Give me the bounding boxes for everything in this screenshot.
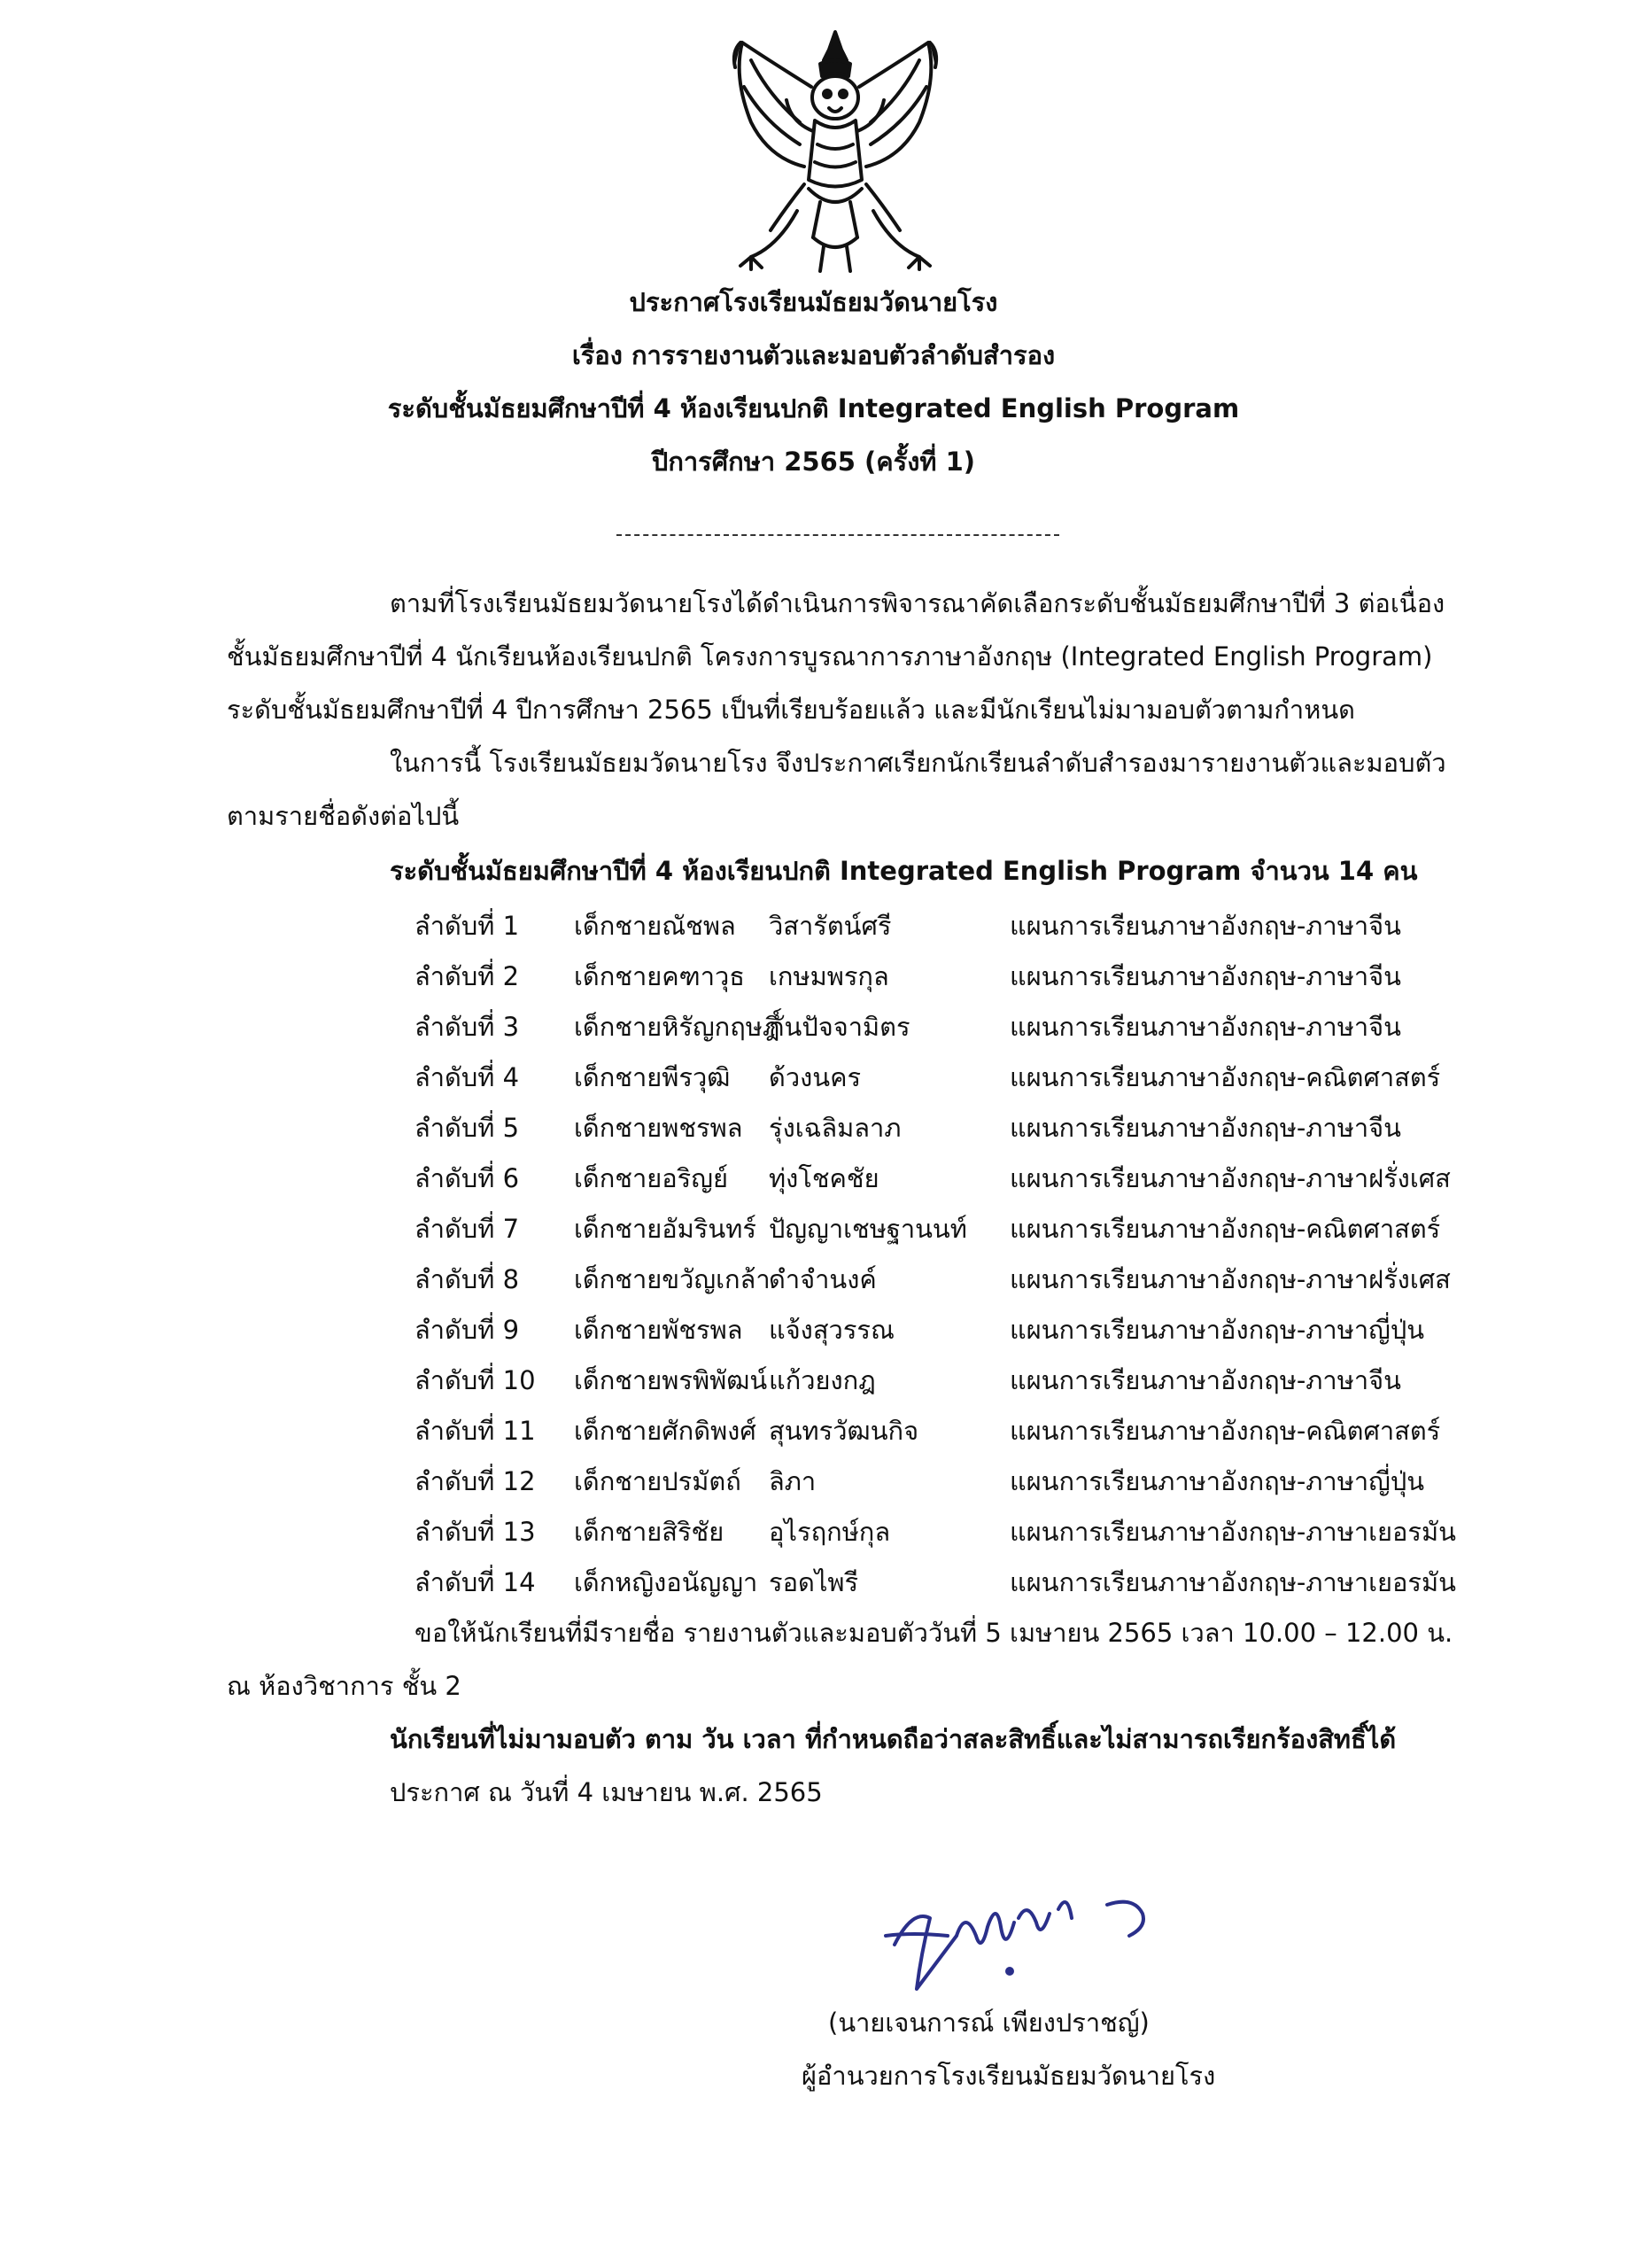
- paragraph-1-line-3: ระดับชั้นมัธยมศึกษาปีที่ 4 ปีการศึกษา 2565 เป็นที่เรียบร้อยแล้ว และมีนักเรียนไม่มามอบตัวตามกำหนด: [227, 695, 1355, 725]
- student-surname: สุนทรวัฒนกิจ: [769, 1416, 919, 1446]
- student-plan: แผนการเรียนภาษาอังกฤษ-ภาษาจีน: [1010, 961, 1401, 991]
- student-plan: แผนการเรียนภาษาอังกฤษ-ภาษาเยอรมัน: [1010, 1517, 1456, 1547]
- student-order: ลำดับที่ 5: [414, 1113, 520, 1143]
- student-name: เด็กชายพีรวุฒิ: [574, 1062, 731, 1092]
- student-name: เด็กชายขวัญเกล้า: [574, 1264, 771, 1294]
- student-name: เด็กชายพรพิพัฒน์: [574, 1365, 768, 1395]
- student-surname: ด้วงนคร: [769, 1062, 862, 1092]
- forfeit-warning: นักเรียนที่ไม่มามอบตัว ตาม วัน เวลา ที่กำหนดถือว่าสละสิทธิ์และไม่สามารถเรียกร้องสิทธิ์ได้: [390, 1724, 1397, 1754]
- student-order: ลำดับที่ 6: [414, 1163, 520, 1193]
- student-order: ลำดับที่ 11: [414, 1416, 536, 1446]
- student-plan: แผนการเรียนภาษาอังกฤษ-ภาษาญี่ปุ่น: [1010, 1466, 1425, 1496]
- student-order: ลำดับที่ 1: [414, 911, 520, 941]
- student-name: เด็กชายอัมรินทร์: [574, 1214, 756, 1244]
- paragraph-1-line-1: ตามที่โรงเรียนมัธยมวัดนายโรงได้ดำเนินการพิจารณาคัดเลือกระดับชั้นมัธยมศึกษาปีที่ 3 ต่อเนื่อง: [390, 588, 1445, 618]
- student-order: ลำดับที่ 14: [414, 1567, 536, 1597]
- subject-line: เรื่อง การรายงานตัวและมอบตัวลำดับสำรอง: [571, 340, 1056, 370]
- student-surname: ทุ่งโชคชัย: [769, 1163, 879, 1193]
- paragraph-1-line-2: ชั้นมัธยมศึกษาปีที่ 4 นักเรียนห้องเรียนปกติ โครงการบูรณาการภาษาอังกฤษ (Integrated English Program): [227, 641, 1433, 672]
- student-surname: แก้วยงกฎ: [769, 1365, 876, 1395]
- student-order: ลำดับที่ 9: [414, 1315, 520, 1345]
- student-order: ลำดับที่ 2: [414, 961, 520, 991]
- student-order: ลำดับที่ 10: [414, 1365, 536, 1395]
- paragraph-2-line-2: ตามรายชื่อดังต่อไปนี้: [227, 801, 460, 831]
- student-name: เด็กชายศักดิพงศ์: [574, 1416, 756, 1446]
- student-surname: วิสารัตน์ศรี: [769, 911, 892, 941]
- list-heading: ระดับชั้นมัธยมศึกษาปีที่ 4 ห้องเรียนปกติ Integrated English Program จำนวน 14 คน: [390, 856, 1418, 886]
- level-line: ระดับชั้นมัธยมศึกษาปีที่ 4 ห้องเรียนปกติ Integrated English Program: [387, 393, 1240, 423]
- student-surname: ปัญญาเชษฐานนท์: [769, 1214, 967, 1244]
- student-surname: ลิภา: [769, 1466, 817, 1496]
- student-surname: แจ้งสุวรรณ: [769, 1315, 895, 1345]
- student-plan: แผนการเรียนภาษาอังกฤษ-คณิตศาสตร์: [1010, 1416, 1441, 1446]
- student-name: เด็กชายหิรัญกฤษฎิ์: [574, 1012, 780, 1042]
- student-name: เด็กชายสิริชัย: [574, 1517, 724, 1547]
- student-name: เด็กชายคฑาวุธ: [574, 961, 746, 991]
- student-plan: แผนการเรียนภาษาอังกฤษ-ภาษาจีน: [1010, 1113, 1401, 1143]
- header-divider: [616, 534, 1059, 536]
- report-instruction-line-2: ณ ห้องวิชาการ ชั้น 2: [227, 1671, 461, 1701]
- student-plan: แผนการเรียนภาษาอังกฤษ-คณิตศาสตร์: [1010, 1214, 1441, 1244]
- announcement-title: ประกาศโรงเรียนมัธยมวัดนายโรง: [629, 287, 998, 317]
- student-plan: แผนการเรียนภาษาอังกฤษ-ภาษาฝรั่งเศส: [1010, 1264, 1451, 1294]
- student-order: ลำดับที่ 12: [414, 1466, 536, 1496]
- student-plan: แผนการเรียนภาษาอังกฤษ-ภาษาญี่ปุ่น: [1010, 1315, 1425, 1345]
- announcement-date: ประกาศ ณ วันที่ 4 เมษายน พ.ศ. 2565: [390, 1777, 823, 1807]
- student-plan: แผนการเรียนภาษาอังกฤษ-ภาษาจีน: [1010, 911, 1401, 941]
- student-name: เด็กชายพชรพล: [574, 1113, 743, 1143]
- signature-image: [877, 1874, 1178, 2007]
- student-surname: กันปัจจามิตร: [769, 1012, 910, 1042]
- student-surname: เกษมพรกุล: [769, 961, 889, 991]
- student-surname: รอดไพรี: [769, 1567, 859, 1597]
- student-plan: แผนการเรียนภาษาอังกฤษ-ภาษาจีน: [1010, 1012, 1401, 1042]
- student-plan: แผนการเรียนภาษาอังกฤษ-คณิตศาสตร์: [1010, 1062, 1441, 1092]
- student-name: เด็กชายปรมัตถ์: [574, 1466, 741, 1496]
- student-order: ลำดับที่ 3: [414, 1012, 520, 1042]
- student-surname: รุ่งเฉลิมลาภ: [769, 1113, 902, 1143]
- student-surname: อุไรฤกษ์กุล: [769, 1517, 891, 1547]
- student-order: ลำดับที่ 13: [414, 1517, 536, 1547]
- student-surname: ดำจำนงค์: [769, 1264, 877, 1294]
- student-name: เด็กชายพัชรพล: [574, 1315, 743, 1345]
- student-order: ลำดับที่ 8: [414, 1264, 520, 1294]
- student-name: เด็กหญิงอนัญญา: [574, 1567, 758, 1597]
- student-plan: แผนการเรียนภาษาอังกฤษ-ภาษาเยอรมัน: [1010, 1567, 1456, 1597]
- student-order: ลำดับที่ 7: [414, 1214, 520, 1244]
- student-plan: แผนการเรียนภาษาอังกฤษ-ภาษาจีน: [1010, 1365, 1401, 1395]
- paragraph-2-line-1: ในการนี้ โรงเรียนมัธยมวัดนายโรง จึงประกาศเรียกนักเรียนลำดับสำรองมารายงานตัวและมอบตัว: [390, 748, 1446, 778]
- garuda-emblem-icon: [716, 25, 955, 291]
- report-instruction-line-1: ขอให้นักเรียนที่มีรายชื่อ รายงานตัวและมอบตัววันที่ 5 เมษายน 2565 เวลา 10.00 – 12.00 น.: [414, 1618, 1453, 1648]
- academic-year-line: ปีการศึกษา 2565 (ครั้งที่ 1): [651, 447, 976, 477]
- signer-title: ผู้อำนวยการโรงเรียนมัธยมวัดนายโรง: [802, 2061, 1216, 2091]
- student-order: ลำดับที่ 4: [414, 1062, 520, 1092]
- student-name: เด็กชายอริญย์: [574, 1163, 728, 1193]
- student-name: เด็กชายณัชพล: [574, 911, 736, 941]
- student-plan: แผนการเรียนภาษาอังกฤษ-ภาษาฝรั่งเศส: [1010, 1163, 1451, 1193]
- signer-name: (นายเจนการณ์ เพียงปราชญ์): [828, 2008, 1150, 2038]
